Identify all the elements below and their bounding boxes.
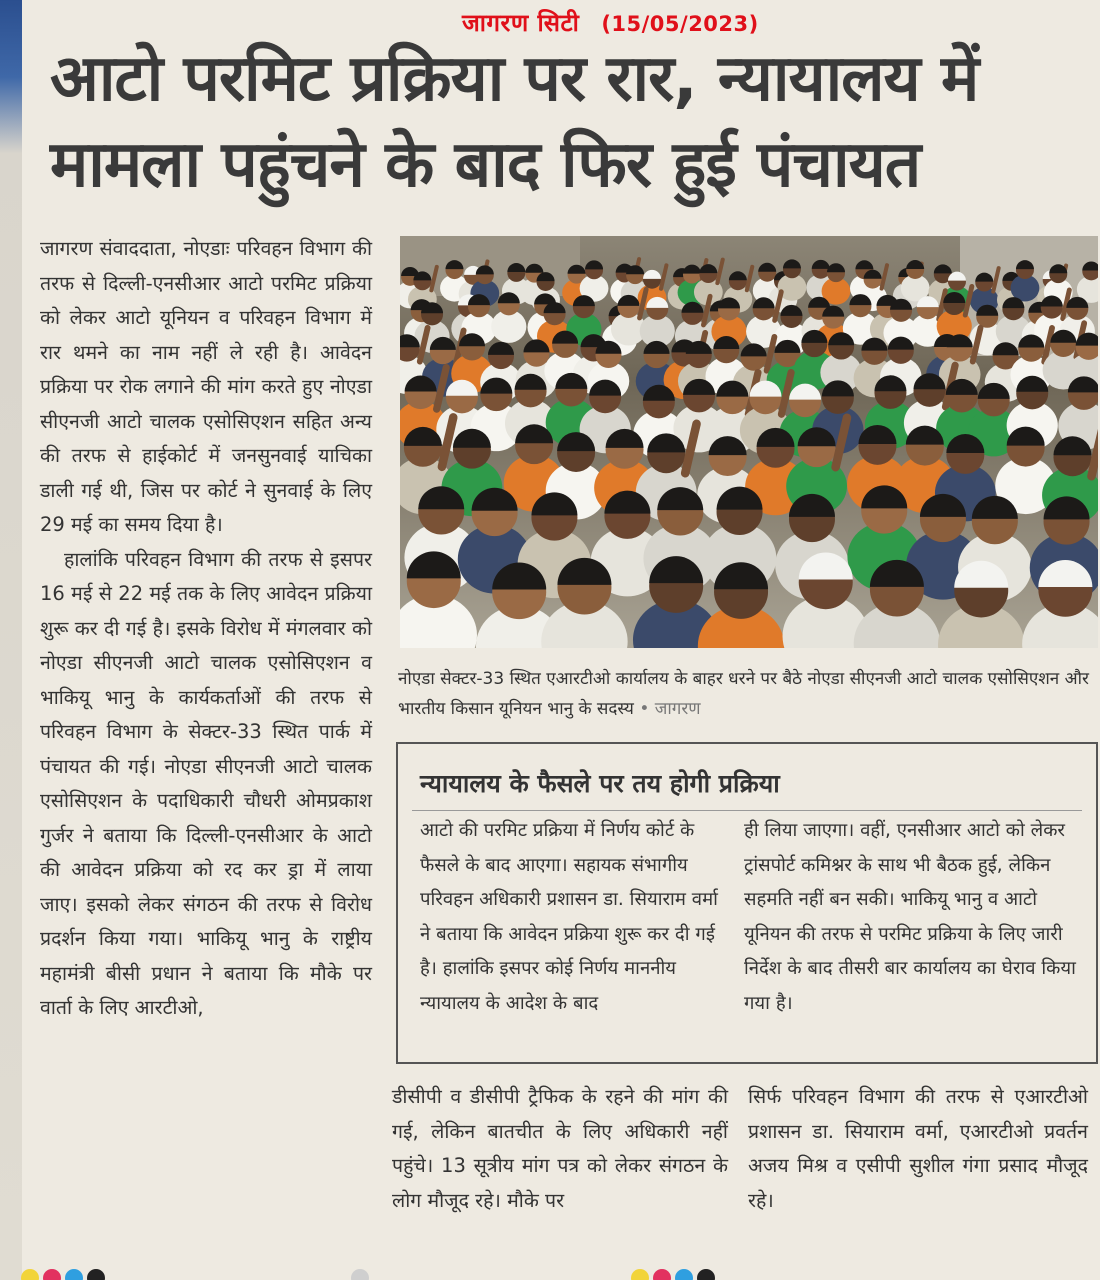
article-paragraph-2: हालांकि परिवहन विभाग की तरफ से इसपर 16 मई से 22 मई तक के लिए आवेदन प्रक्रिया शुरू कर दी गई है। इसके विरोध में मंगलवार को नोएडा सीएनजी आटो चालक एसोसिएशन व भाकियू भानु के कार्यकर्ताओं की तरफ से परिवहन विभाग के सेक्टर-33 स्थित पार्क में पंचायत की गई। नोएडा सीएनजी आटो चालक एसोसिएशन के पदाधिकारी चौधरी ओमप्रकाश गुर्जर ने बताया कि दिल्ली-एनसीआर के आटो की आवेदन प्रक्रिया को रद कर ड्रा में लाया जाए। इसको लेकर संगठन की तरफ से विरोध प्रदर्शन किया गया। भाकियू भानु के राष्ट्रीय महामंत्री बीसी प्रधान ने बताया कि मौके पर वार्ता के लिए आरटीओ, <box>40 547 372 1019</box>
box-column-2 <box>744 814 1084 1021</box>
photo-illustration <box>400 236 1098 648</box>
masthead-date: (15/05/2023) <box>601 12 759 36</box>
article-column-3 <box>748 1080 1088 1218</box>
sidebar-box <box>396 742 1098 1064</box>
box-paragraph-1: आटो की परमिट प्रक्रिया में निर्णय कोर्ट के फैसले के बाद आएगा। सहायक संभागीय परिवहन अधिकारी प्रशासन डा. सियाराम वर्मा ने बताया कि आवेदन प्रक्रिया शुरू कर दी गई है। हालांकि इसपर कोई निर्णय माननीय न्यायालय के आदेश के बाद <box>420 820 718 1014</box>
article-column-2 <box>392 1080 728 1218</box>
article-paragraph-4: सिर्फ परिवहन विभाग की तरफ से एआरटीओ प्रशासन डा. सियाराम वर्मा, एआरटीओ प्रवर्तन अजय मिश्र व एसीपी सुशील गंगा प्रसाद मौजूद रहे। <box>748 1085 1088 1212</box>
box-paragraph-2: ही लिया जाएगा। वहीं, एनसीआर आटो को लेकर ट्रांसपोर्ट कमिश्नर के साथ भी बैठक हुई, लेकिन सहमति नहीं बन सकी। भाकियू भानु व आटो यूनियन की तरफ से परमिट प्रक्रिया के लिए जारी निर्देश के बाद तीसरी बार कार्यालय का घेराव किया गया है। <box>744 820 1076 1014</box>
crowd-protest-photo <box>400 236 1098 648</box>
article-paragraph-3: डीसीपी व डीसीपी ट्रैफिक के रहने की मांग की गई, लेकिन बातचीत के लिए अधिकारी नहीं पहुंचे। 13 सूत्रीय मांग पत्र को लेकर संगठन के लोग मौजूद रहे। मौके पर <box>392 1085 728 1212</box>
masthead <box>462 6 759 39</box>
headline: आटो परमिट प्रक्रिया पर रार, न्यायालय में मामला पहुंचने के बाद फिर हुई पंचायत <box>50 42 979 202</box>
caption-credit: • जागरण <box>639 699 701 719</box>
masthead-name: जागरण सिटी <box>462 9 580 37</box>
caption-text: नोएडा सेक्टर-33 स्थित एआरटीओ कार्यालय के बाहर धरने पर बैठे नोएडा सीएनजी आटो चालक एसोसिएशन और भारतीय किसान यूनियन भानु के सदस्य <box>398 669 1089 719</box>
photo-caption <box>398 664 1098 724</box>
article-column-1 <box>40 232 372 1026</box>
box-divider <box>412 810 1082 811</box>
left-page-edge <box>0 0 22 1280</box>
box-title: न्यायालय के फैसले पर तय होगी प्रक्रिया <box>420 769 780 798</box>
article-paragraph-1: जागरण संवाददाता, नोएडाः परिवहन विभाग की तरफ से दिल्ली-एनसीआर आटो परमिट प्रक्रिया को लेकर आटो यूनियन व परिवहन विभाग में रार थमने का नाम नहीं ले रही है। आवेदन प्रक्रिया पर रोक लगाने की मांग करते हुए नोएडा सीएनजी आटो चालक एसोसिएशन सहित अन्य की तरफ से हाईकोर्ट में जनसुनवाई याचिका डाली गई थी, जिस पर कोर्ट ने सुनवाई के लिए 29 मई का समय दिया है। <box>40 237 372 536</box>
print-registration-marks <box>0 1264 1100 1280</box>
box-column-1 <box>420 814 720 1021</box>
newspaper-page <box>22 0 1100 1280</box>
